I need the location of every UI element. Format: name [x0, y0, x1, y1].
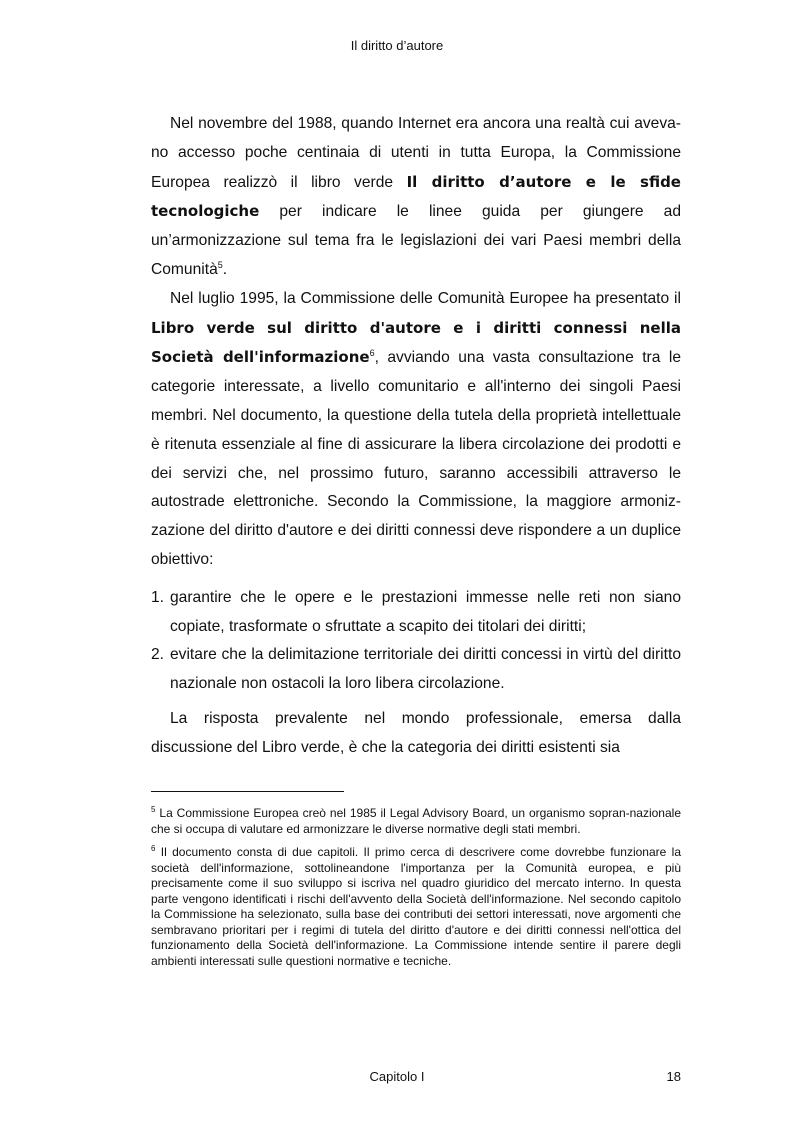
- footnote-marker: 6: [151, 844, 156, 853]
- paragraph-3: La risposta prevalente nel mondo professionale, emersa dalla discussione del Libro verde, è che la categoria dei diritti esistenti sia: [151, 709, 681, 756]
- paragraph-1: [151, 110, 681, 285]
- body-text: [151, 110, 681, 763]
- footnote-text: Il documento consta di due capitoli. Il primo cerca di descrivere come dovrebbe funzionare la società dell'informazione, sottolineandone l'importanza per la Comunità europea, e più precisamente come il suo sviluppo si iscriva nel quadro giuridico del mercato interno. In questa parte vengono identificati i rischi dell'avvento della Società dell'informazione. Nel secondo capitolo la Commissione ha selezionato, sulla base dei contributi dei settori interessati, nove argomenti che sembravano prioritari per i regimi di tutela del diritto d'autore e dei diritti connessi nell'ottica del funzionamento della Società dell'informazione. La Commissione intende sentire il parere degli ambienti interessati sulle questioni normative e tecniche.: [151, 845, 681, 968]
- page-number: 18: [666, 1069, 681, 1084]
- footer-chapter: Capitolo I: [369, 1069, 425, 1084]
- running-header: Il diritto d’autore: [350, 38, 444, 53]
- paragraph-2-text-b: , avviando una vasta consultazione tra le categorie interessate, a livello comunitario e all'interno dei singoli Paesi membri. Nel documento, la questione della tutela della proprietà intellettuale è ritenuta essenziale al fine di assicurare la libera circolazione dei prodotti e dei servizi che, nel prossimo futuro, saranno accessibili attraverso le autostrade elettroniche. Secondo la Commissione, la maggiore armoniz-zazione del diritto d'autore e dei diritti connessi deve rispondere a un duplice obiettivo:: [151, 349, 681, 568]
- paragraph-1-text-a: Nel novembre del 1988, quando Internet era ancora una realtà cui aveva-no accesso poche centinaia di utenti in tutta Europa, la Commissione Europea realizzò il libro verde: [151, 115, 681, 191]
- list-item: [151, 641, 681, 699]
- objectives-list: [151, 584, 681, 699]
- footnote-ref-5[interactable]: 5: [217, 259, 223, 270]
- list-item-text: evitare che la delimitazione territoriale dei diritti concessi in virtù del diritto nazionale non ostacoli la loro libera circolazione.: [170, 646, 681, 693]
- list-item-number: 1.: [151, 588, 165, 606]
- list-item-number: 2.: [151, 646, 165, 664]
- footnotes: [151, 806, 681, 977]
- footnote-ref-6[interactable]: 6: [369, 348, 375, 359]
- paragraph-1-text-c: .: [222, 260, 228, 278]
- list-item-text: garantire che le opere e le prestazioni immesse nelle reti non siano copiate, trasformate o sfruttate a scapito dei titolari dei diritti;: [170, 588, 681, 635]
- paragraph-1-text-b: per indicare le linee guida per giungere ad un’armonizzazione sul tema fra le legislazioni dei vari Paesi membri della Comunità: [151, 203, 681, 278]
- footnote-text: La Commissione Europea creò nel 1985 il Legal Advisory Board, un organismo sopran-nazionale che si occupa di valutare ed armonizzare le diverse normative degli stati membri.: [151, 806, 681, 836]
- footnote-separator: [151, 791, 344, 792]
- book-title-1: Il diritto d’autore e le sfide tecnologiche: [151, 172, 681, 221]
- footnote-6: [151, 845, 681, 969]
- footnote-5: [151, 806, 681, 837]
- footnote-marker: 5: [151, 805, 156, 814]
- book-title-2: Libro verde sul diritto d'autore e i diritti connessi nella Società dell'informazione: [151, 318, 681, 367]
- paragraph-2: [151, 285, 681, 575]
- list-item: [151, 584, 681, 642]
- paragraph-2-text-a: Nel luglio 1995, la Commissione delle Comunità Europee ha presentato il: [170, 289, 681, 307]
